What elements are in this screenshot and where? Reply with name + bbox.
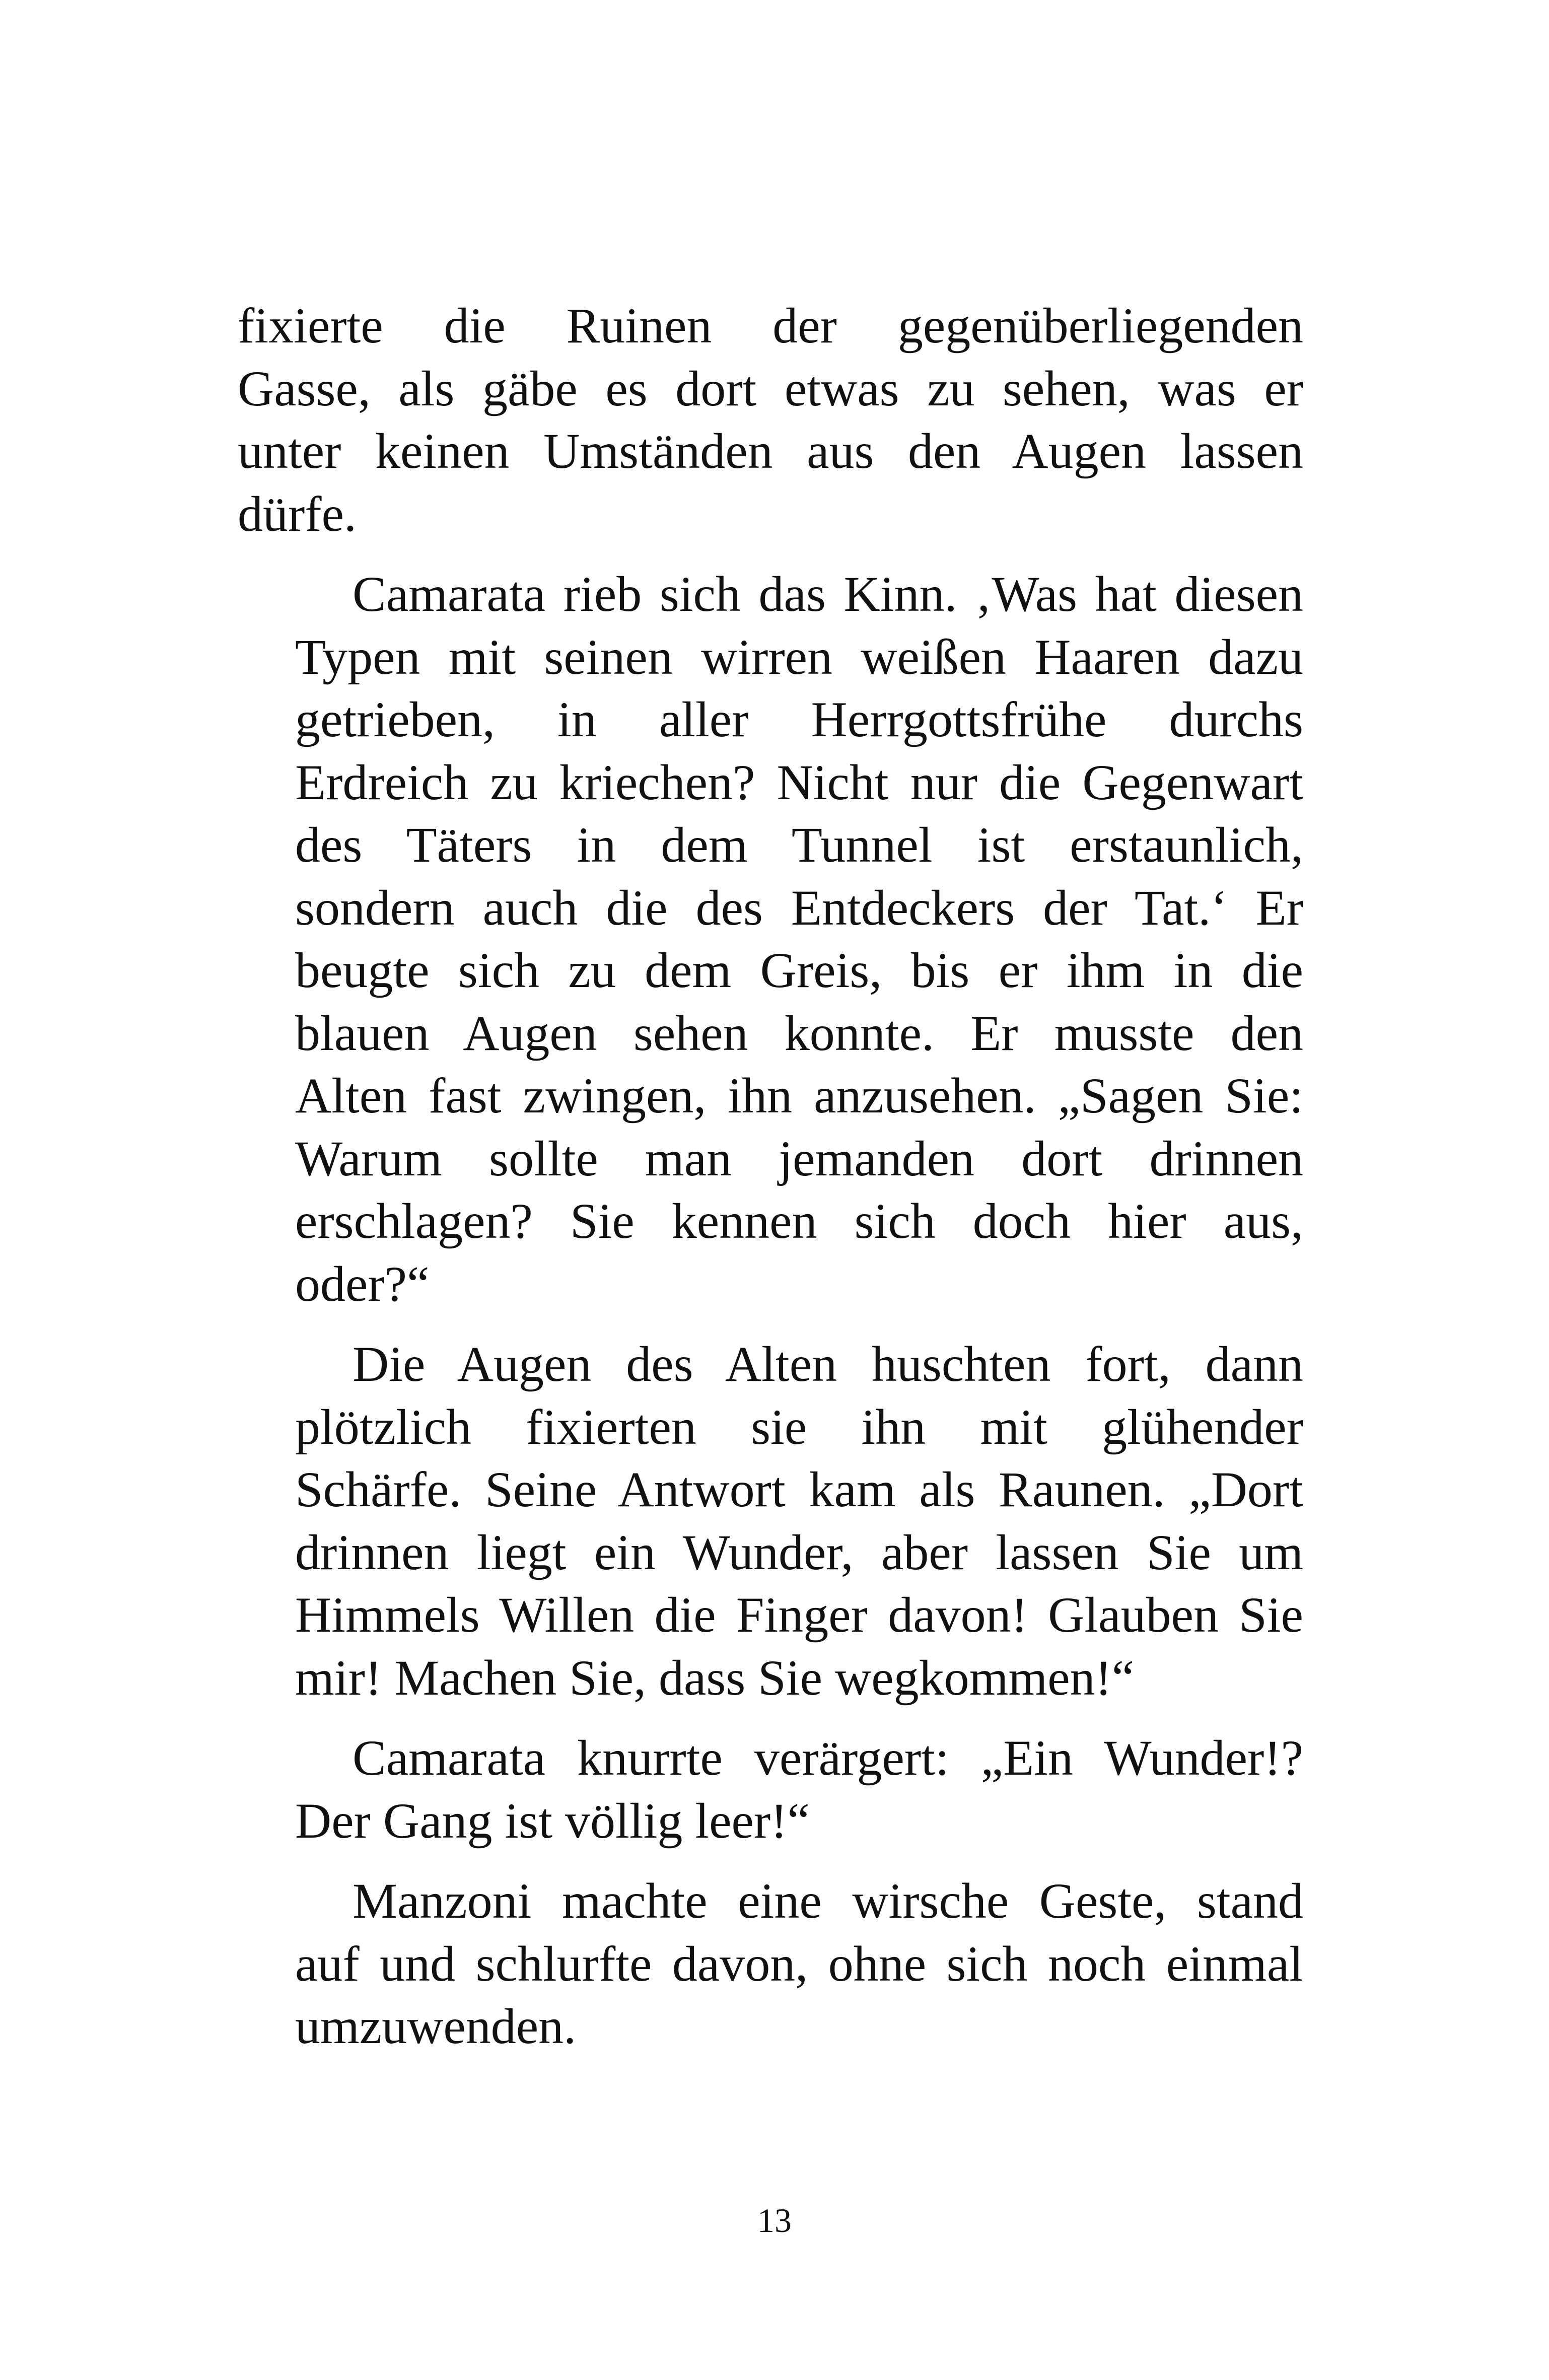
text-line: unter keinen Umständen aus den Augen lassen [238,423,1303,479]
page-number: 13 [757,2201,792,2239]
paragraph [238,1870,1303,2058]
text-line: blauen Augen sehen konnte. Er musste den [295,1005,1303,1061]
text-line: Schärfe. Seine Antwort kam als Raunen. „Dort [295,1461,1303,1517]
paragraph [238,1727,1303,1852]
text-line: erschlagen? Sie kennen sich doch hier aus, [295,1193,1303,1249]
text-line: Alten fast zwingen, ihn anzusehen. „Sagen Sie: [295,1068,1303,1124]
text-line: Die Augen des Alten huschten fort, dann [353,1336,1303,1392]
text-line: auf und schlurfte davon, ohne sich noch einmal [295,1935,1303,1992]
text-line: Gasse, als gäbe es dort etwas zu sehen, was er [238,360,1303,416]
text-line: oder?“ [295,1255,430,1312]
text-line: plötzlich fixierten sie ihn mit glühender [295,1398,1303,1455]
text-line: sondern auch die des Entdeckers der Tat.‘ Er [295,879,1303,936]
text-line: beugte sich zu dem Greis, bis er ihm in die [295,942,1303,998]
body-text [238,295,1303,2076]
paragraph [238,563,1303,1315]
text-line: Typen mit seinen wirren weißen Haaren dazu [295,628,1303,685]
text-line: mir! Machen Sie, dass Sie wegkommen!“ [295,1649,1135,1706]
text-line: fixierte die Ruinen der gegenüberliegenden [238,298,1303,354]
text-line: Camarata rieb sich das Kinn. ‚Was hat diesen [353,566,1303,622]
text-line: Der Gang ist völlig leer!“ [295,1792,810,1849]
text-line: drinnen liegt ein Wunder, aber lassen Sie um [295,1524,1303,1580]
text-line: des Täters in dem Tunnel ist erstaunlich, [295,817,1303,873]
paragraph [238,1333,1303,1709]
text-line: Manzoni machte eine wirsche Geste, stand [353,1873,1303,1929]
text-line: Warum sollte man jemanden dort drinnen [295,1130,1303,1186]
text-line: Erdreich zu kriechen? Nicht nur die Gegenwart [295,754,1303,810]
text-line: Himmels Willen die Finger davon! Glauben Sie [295,1587,1303,1643]
text-line: umzuwenden. [295,1998,577,2054]
text-line: Camarata knurrte verärgert: „Ein Wunder!? [353,1730,1303,1786]
paragraph [238,295,1303,545]
text-line: getrieben, in aller Herrgottsfrühe durchs [295,691,1303,747]
text-line: dürfe. [238,485,357,542]
